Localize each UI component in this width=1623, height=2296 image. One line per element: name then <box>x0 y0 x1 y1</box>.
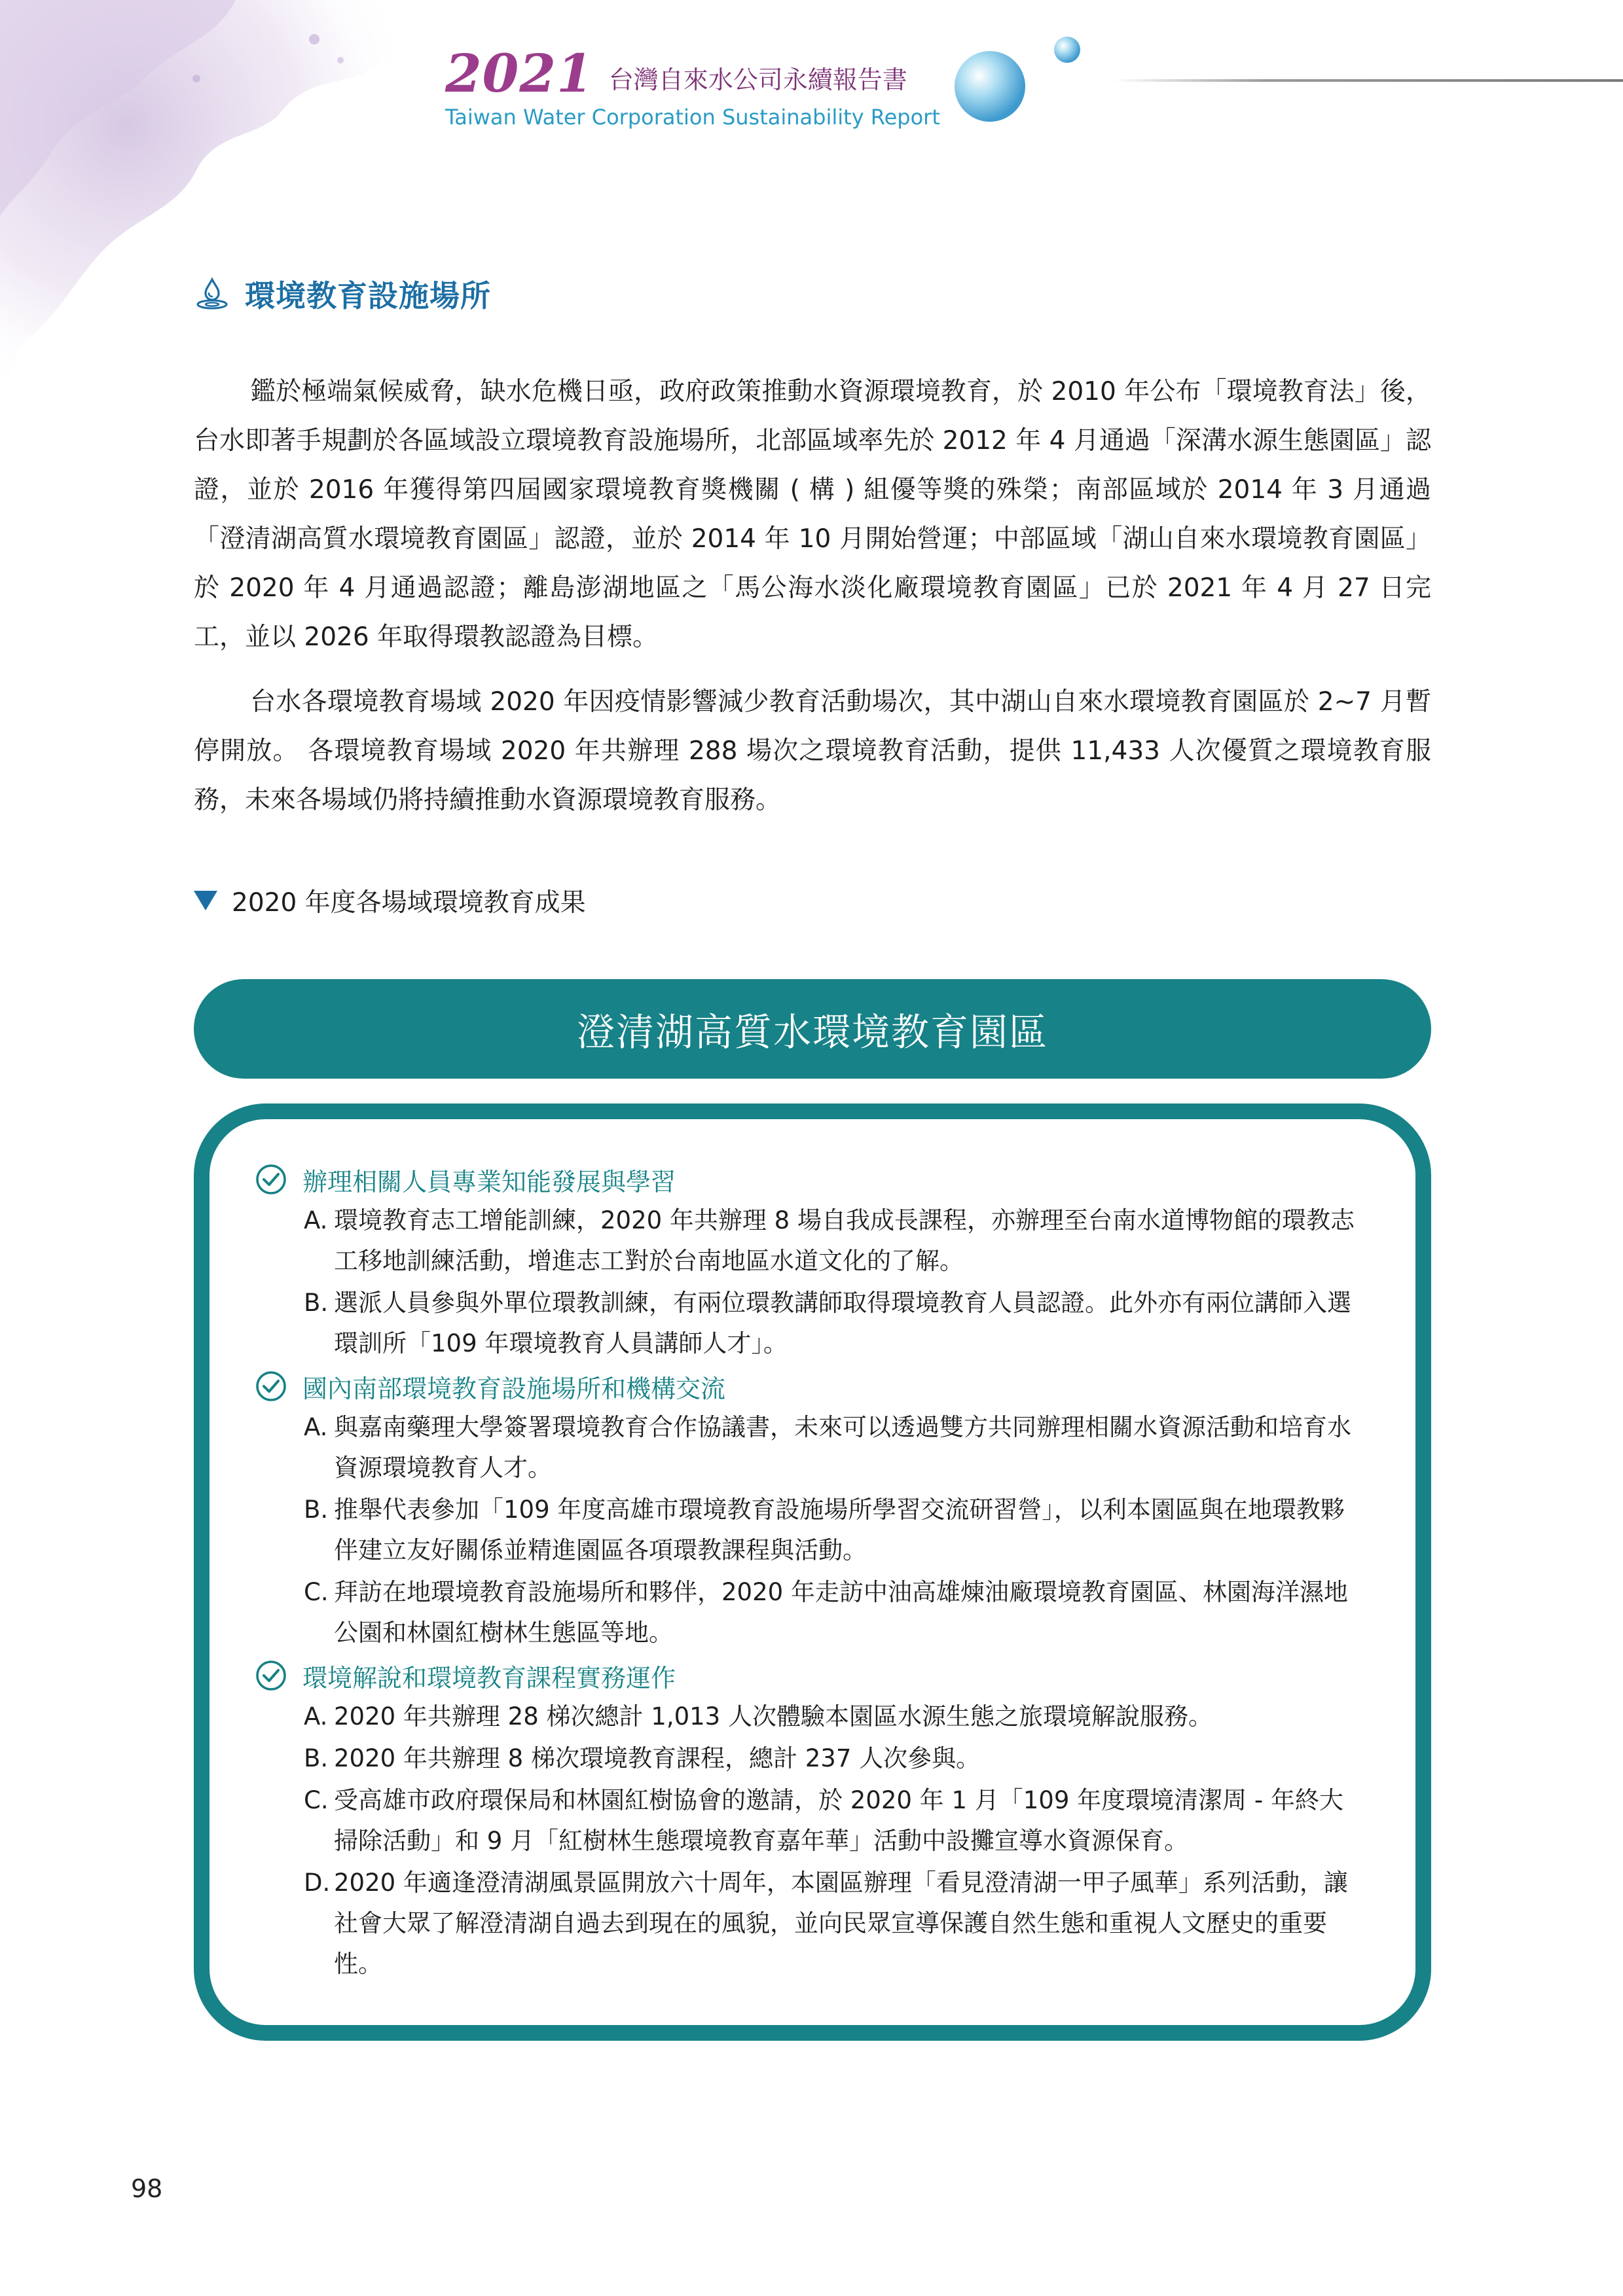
item-text: 2020 年適逢澄清湖風景區開放六十周年，本園區辦理「看見澄清湖一甲子風華」系列活動，讓社會大眾了解澄清湖自過去到現在的風貌，並向民眾宣導保護自然生態和重視人文歷史的重要性。 <box>334 1869 1348 1978</box>
item-text: 選派人員參與外單位環教訓練，有兩位環教講師取得環境教育人員認證。此外亦有兩位講師入選環訓所「109 年環境教育人員講師人才」。 <box>334 1289 1351 1357</box>
park-banner <box>194 979 1431 1079</box>
item-marker: B. <box>304 1744 329 1772</box>
list-item <box>304 1200 1362 1282</box>
list-item <box>304 1780 1362 1861</box>
group-title <box>255 1655 1381 1696</box>
group-title-text: 國內南部環境教育設施場所和機構交流 <box>302 1374 726 1403</box>
water-drop-icon <box>194 276 230 312</box>
park-banner-title: 澄清湖高質水環境教育園區 <box>576 1010 1048 1054</box>
list-item <box>304 1863 1362 1984</box>
body-paragraph: 鑑於極端氣候威脅，缺水危機日亟，政府政策推動水資源環境教育，於 2010 年公布「環境教育法」後，台水即著手規劃於各區域設立環境教育設施場所，北部區域率先於 2012 年 4 月通過「深溝水源生態園區」認證，並於 2016 年獲得第四屆國家環境教育獎機關 ( 構 ) 組優等獎的殊榮；南部區域於 2014 年 3 月通過「澄清湖高質水環境教育園區」認證，並於 2014 年 10 月開始營運；中部區域「湖山自來水環境教育園區」於 2020 年 4 月通過認證；離島澎湖地區之「馬公海水淡化廠環境教育園區」已於 2021 年 4 月 27 日完工，並以 2026 年取得環教認證為目標。 <box>194 377 1431 652</box>
item-marker: C. <box>304 1578 329 1606</box>
item-marker: A. <box>304 1702 328 1731</box>
body-paragraph: 台水各環境教育場域 2020 年因疫情影響減少教育活動場次，其中湖山自來水環境教育園區於 2~7 月暫停開放。 各環境教育場域 2020 年共辦理 288 場次之環境教育活動，提供 11,433 人次優質之環境教育服務，未來各場域仍將持續推動水資源環境教育服務。 <box>194 687 1431 815</box>
group-title-text: 辦理相關人員專業知能發展與學習 <box>302 1167 676 1196</box>
item-text: 2020 年共辦理 8 梯次環境教育課程，總計 237 人次參與。 <box>334 1744 981 1772</box>
item-text: 受高雄市政府環保局和林園紅樹協會的邀請，於 2020 年 1 月「109 年度環境清潔周 - 年終大掃除活動」和 9 月「紅樹林生態環境教育嘉年華」活動中設攤宣導水資源保育。 <box>334 1786 1344 1855</box>
caption-text: 2020 年度各場域環境教育成果 <box>232 888 586 918</box>
list-item <box>304 1696 1362 1737</box>
report-year: 2021 <box>445 43 594 104</box>
item-marker: B. <box>304 1496 329 1524</box>
item-marker: D. <box>304 1869 331 1897</box>
check-circle-icon <box>255 1371 287 1402</box>
group-title <box>255 1158 1381 1200</box>
section-heading <box>194 272 491 315</box>
list-item <box>304 1490 1362 1571</box>
achievement-group <box>255 1158 1381 1364</box>
page-number: 98 <box>131 2174 163 2203</box>
report-title-zh: 台灣自來水公司永續報告書 <box>608 65 907 94</box>
item-text: 推舉代表參加「109 年度高雄市環境教育設施場所學習交流研習營」，以利本園區與在地環教夥伴建立友好關係並精進園區各項環教課程與活動。 <box>334 1496 1345 1564</box>
item-text: 環境教育志工增能訓練，2020 年共辦理 8 場自我成長課程，亦辦理至台南水道博物館的環教志工移地訓練活動，增進志工對於台南地區水道文化的了解。 <box>334 1206 1355 1275</box>
triangle-down-icon <box>194 891 217 910</box>
item-text: 拜訪在地環境教育設施場所和夥伴，2020 年走訪中油高雄煉油廠環境教育園區、林園海洋濕地公園和林園紅樹林生態區等地。 <box>334 1578 1348 1647</box>
item-marker: A. <box>304 1206 328 1234</box>
achievement-group <box>255 1365 1381 1653</box>
achievement-group <box>255 1655 1381 1984</box>
list-item <box>304 1572 1362 1653</box>
list-item <box>304 1407 1362 1488</box>
report-title-en: Taiwan Water Corporation Sustainability Report <box>445 105 940 130</box>
item-marker: C. <box>304 1786 329 1814</box>
bubble-decoration <box>943 26 1113 137</box>
item-marker: A. <box>304 1413 328 1441</box>
item-text: 與嘉南藥理大學簽署環境教育合作協議書，未來可以透過雙方共同辦理相關水資源活動和培育水資源環境教育人才。 <box>334 1413 1351 1482</box>
list-item <box>304 1738 1362 1779</box>
report-brand <box>445 43 940 130</box>
figure-caption <box>194 882 586 919</box>
item-text: 2020 年共辦理 28 梯次總計 1,013 人次體驗本園區水源生態之旅環境解說服務。 <box>334 1702 1213 1731</box>
section-title: 環境教育設施場所 <box>245 278 491 314</box>
group-title-text: 環境解說和環境教育課程實務運作 <box>302 1663 676 1693</box>
check-circle-icon <box>255 1164 287 1195</box>
list-item <box>304 1283 1362 1364</box>
group-title <box>255 1365 1381 1407</box>
header-rule-decoration <box>1113 77 1623 84</box>
item-marker: B. <box>304 1289 329 1317</box>
achievements-list <box>255 1158 1381 1986</box>
check-circle-icon <box>255 1660 287 1691</box>
